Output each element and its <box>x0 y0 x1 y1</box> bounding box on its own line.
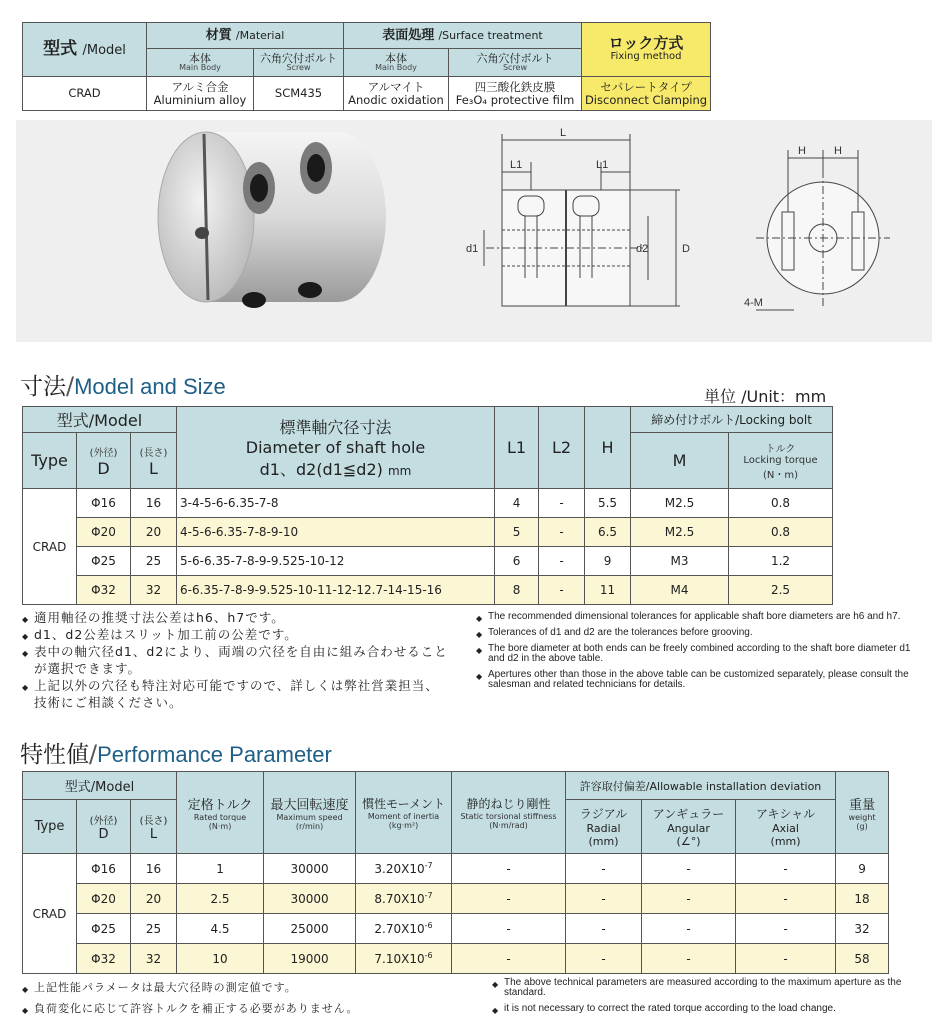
perf-cell-axial: - <box>736 944 836 974</box>
spec-material-header: 材質 /Material <box>147 23 344 49</box>
size-model-header: 型式/Model <box>23 407 177 433</box>
perf-cell-D: Φ16 <box>77 854 131 884</box>
spec-fixing-header: ロック方式 Fixing method <box>582 23 711 77</box>
end-view-drawing <box>756 150 890 310</box>
perf-stiff-header: 静的ねじり剛性 Static torsional stiffness (N·m/rad) <box>452 772 566 854</box>
perf-cell-radial: - <box>566 914 642 944</box>
size-cell-L: 25 <box>131 547 177 576</box>
perf-speed-header: 最大回転速度 Maximum speed (r/min) <box>264 772 356 854</box>
size-notes-jp <box>22 609 452 711</box>
list-item: ◆ 負荷変化に応じて許容トルクを補正する必要がありません。 <box>22 998 462 1019</box>
perf-cell-axial: - <box>736 854 836 884</box>
size-cell-D: Φ25 <box>77 547 131 576</box>
perf-angular-header: アンギュラー Angular (∠°) <box>642 800 736 854</box>
perf-cell-angular: - <box>642 884 736 914</box>
perf-section-title: 特性値/Performance Parameter <box>20 740 332 768</box>
spec-material-screw-value: SCM435 <box>254 77 344 111</box>
spec-material-body: 本体 Main Body <box>147 49 254 77</box>
size-cell-holes: 3-4-5-6-6.35-7-8 <box>177 489 495 518</box>
size-cell-L: 16 <box>131 489 177 518</box>
spec-surface-body-value: アルマイト Anodic oxidation <box>344 77 449 111</box>
spec-fixing-value: セパレートタイプ Disconnect Clamping <box>582 77 711 111</box>
size-D-header: (外径) D <box>77 433 131 489</box>
product-illustration <box>16 120 932 342</box>
perf-L-header: (長さ) L <box>131 800 177 854</box>
size-type-header: Type <box>23 433 77 489</box>
perf-cell-D: Φ20 <box>77 884 131 914</box>
size-cell-L2: - <box>539 518 585 547</box>
size-cell-holes: 5-6-6.35-7-8-9-9.525-10-12 <box>177 547 495 576</box>
perf-cell-angular: - <box>642 914 736 944</box>
perf-cell-stiff: - <box>452 944 566 974</box>
size-section-title: 寸法/Model and Size <box>20 372 226 400</box>
perf-cell-speed: 30000 <box>264 884 356 914</box>
size-cell-H: 6.5 <box>585 518 631 547</box>
size-cell-holes: 4-5-6-6.35-7-8-9-10 <box>177 518 495 547</box>
perf-cell-L: 20 <box>131 884 177 914</box>
size-notes-en <box>476 612 916 696</box>
perf-weight-header: 重量 weight (g) <box>836 772 889 854</box>
size-cell-torque: 0.8 <box>729 489 833 518</box>
list-item: ◆ 表中の軸穴径d1、d2により、両端の穴径を自由に組み合わせることが選択できます。 <box>22 643 452 677</box>
perf-cell-rated: 4.5 <box>177 914 264 944</box>
perf-cell-radial: - <box>566 944 642 974</box>
size-L2-header: L2 <box>539 407 585 489</box>
table-row <box>23 884 889 914</box>
list-item: ◆ 適用軸径の推奨寸法公差はh6、h7です。 <box>22 609 452 626</box>
perf-cell-angular: - <box>642 944 736 974</box>
list-item: ◆ The above technical parameters are measured according to the maximum aperture as the standard. <box>492 978 912 998</box>
unit-label: 単位 /Unit：mm <box>704 387 827 406</box>
spec-table <box>22 22 711 111</box>
perf-cell-rated: 1 <box>177 854 264 884</box>
perf-cell-axial: - <box>736 884 836 914</box>
table-row <box>23 518 833 547</box>
perf-type-header: Type <box>23 800 77 854</box>
perf-cell-L: 32 <box>131 944 177 974</box>
dim-H-right: H <box>834 145 842 157</box>
size-H-header: H <box>585 407 631 489</box>
size-cell-M: M2.5 <box>631 489 729 518</box>
product-band <box>16 120 932 342</box>
perf-deviation-header: 許容取付偏差/Allowable installation deviation <box>566 772 836 800</box>
size-table <box>22 406 833 605</box>
size-cell-M: M4 <box>631 576 729 605</box>
perf-notes-jp <box>22 977 462 1019</box>
size-cell-M: M2.5 <box>631 518 729 547</box>
spec-material-screw: 六角穴付ボルト Screw <box>254 49 344 77</box>
list-item: ◆ it is not necessary to correct the rated torque according to the load change. <box>492 1004 912 1014</box>
dim-d1: d1 <box>466 243 479 255</box>
table-row <box>23 576 833 605</box>
size-cell-L: 32 <box>131 576 177 605</box>
spec-surface-body: 本体 Main Body <box>344 49 449 77</box>
list-item: ◆ 上記以外の穴径も特注対応可能ですので、詳しくは弊社営業担当、技術にご相談ください。 <box>22 677 452 711</box>
size-cell-L2: - <box>539 576 585 605</box>
perf-cell-L: 16 <box>131 854 177 884</box>
size-cell-L1: 6 <box>495 547 539 576</box>
table-row <box>23 944 889 974</box>
dim-L1-left: L1 <box>510 159 523 171</box>
size-cell-L2: - <box>539 489 585 518</box>
dim-L1-right: L1 <box>596 159 609 171</box>
spec-surface-screw: 六角穴付ボルト Screw <box>449 49 582 77</box>
perf-D-header: (外径) D <box>77 800 131 854</box>
list-item: ◆ 上記性能パラメータは最大穴径時の測定値です。 <box>22 977 462 998</box>
size-cell-L1: 8 <box>495 576 539 605</box>
spec-surface-screw-value: 四三酸化鉄皮膜 Fe₃O₄ protective film <box>449 77 582 111</box>
perf-cell-speed: 30000 <box>264 854 356 884</box>
dim-L: L <box>560 127 567 139</box>
size-cell-L: 20 <box>131 518 177 547</box>
size-cell-H: 5.5 <box>585 489 631 518</box>
perf-cell-weight: 58 <box>836 944 889 974</box>
size-torque-header: トルク Locking torque (N・m) <box>729 433 833 489</box>
perf-cell-weight: 9 <box>836 854 889 884</box>
size-cell-holes: 6-6.35-7-8-9-9.525-10-11-12-12.7-14-15-16 <box>177 576 495 605</box>
size-cell-D: Φ16 <box>77 489 131 518</box>
perf-cell-radial: - <box>566 884 642 914</box>
perf-radial-header: ラジアル Radial (mm) <box>566 800 642 854</box>
size-cell-D: Φ20 <box>77 518 131 547</box>
perf-cell-speed: 25000 <box>264 914 356 944</box>
perf-cell-rated: 2.5 <box>177 884 264 914</box>
dim-d2: d2 <box>636 243 649 255</box>
perf-cell-inertia: $3.20X10^{-7}$ <box>356 854 452 884</box>
perf-cell-inertia: $2.70X10^{-6}$ <box>356 914 452 944</box>
perf-cell-radial: - <box>566 854 642 884</box>
list-item: ◆ The recommended dimensional tolerances for applicable shaft bore diameters are h6 and h7. <box>476 612 916 622</box>
perf-cell-speed: 19000 <box>264 944 356 974</box>
perf-rated-header: 定格トルク Rated torque (N·m) <box>177 772 264 854</box>
perf-cell-stiff: - <box>452 884 566 914</box>
perf-notes-en <box>492 978 912 1020</box>
dim-D: D <box>682 243 690 255</box>
perf-cell-D: Φ25 <box>77 914 131 944</box>
size-cell-L2: - <box>539 547 585 576</box>
table-row <box>23 914 889 944</box>
size-bolt-header: 締め付けボルト/Locking bolt <box>631 407 833 433</box>
size-shaft-header: 標準軸穴径寸法 Diameter of shaft hole d1、d2(d1≦d2) mm <box>177 407 495 489</box>
size-cell-torque: 0.8 <box>729 518 833 547</box>
size-cell-M: M3 <box>631 547 729 576</box>
perf-cell-inertia: $7.10X10^{-6}$ <box>356 944 452 974</box>
table-row <box>23 489 833 518</box>
size-M-header: M <box>631 433 729 489</box>
list-item: ◆ d1、d2公差はスリット加工前の公差です。 <box>22 626 452 643</box>
list-item: ◆ Apertures other than those in the above table can be customized separately, please consult the salesman and related technicians for details. <box>476 670 916 690</box>
list-item: ◆ The bore diameter at both ends can be freely combined according to the shaft bore diameter d1 and d2 in the above table. <box>476 644 916 664</box>
size-cell-H: 11 <box>585 576 631 605</box>
perf-cell-inertia: $8.70X10^{-7}$ <box>356 884 452 914</box>
perf-type-value: CRAD <box>23 854 77 974</box>
dim-M: 4-M <box>744 297 763 309</box>
size-cell-L1: 4 <box>495 489 539 518</box>
size-cell-L1: 5 <box>495 518 539 547</box>
perf-cell-stiff: - <box>452 854 566 884</box>
spec-model-header: 型式 /Model <box>23 23 147 77</box>
size-cell-torque: 1.2 <box>729 547 833 576</box>
table-row <box>23 854 889 884</box>
perf-model-header: 型式/Model <box>23 772 177 800</box>
perf-table <box>22 771 889 974</box>
spec-model-value: CRAD <box>23 77 147 111</box>
dim-H-left: H <box>798 145 806 157</box>
size-L-header: (長さ) L <box>131 433 177 489</box>
perf-cell-D: Φ32 <box>77 944 131 974</box>
table-row <box>23 547 833 576</box>
perf-cell-L: 25 <box>131 914 177 944</box>
perf-cell-weight: 32 <box>836 914 889 944</box>
size-L1-header: L1 <box>495 407 539 489</box>
coupling-render <box>158 132 386 308</box>
perf-cell-axial: - <box>736 914 836 944</box>
perf-cell-stiff: - <box>452 914 566 944</box>
perf-cell-weight: 18 <box>836 884 889 914</box>
size-cell-D: Φ32 <box>77 576 131 605</box>
size-cell-torque: 2.5 <box>729 576 833 605</box>
perf-cell-rated: 10 <box>177 944 264 974</box>
perf-inertia-header: 慣性モーメント Moment of inertia (kg·m²) <box>356 772 452 854</box>
size-cell-H: 9 <box>585 547 631 576</box>
perf-axial-header: アキシャル Axial (mm) <box>736 800 836 854</box>
size-type-value: CRAD <box>23 489 77 605</box>
spec-surface-header: 表面処理 /Surface treatment <box>344 23 582 49</box>
perf-cell-angular: - <box>642 854 736 884</box>
list-item: ◆ Tolerances of d1 and d2 are the tolerances before grooving. <box>476 628 916 638</box>
spec-material-body-value: アルミ合金 Aluminium alloy <box>147 77 254 111</box>
